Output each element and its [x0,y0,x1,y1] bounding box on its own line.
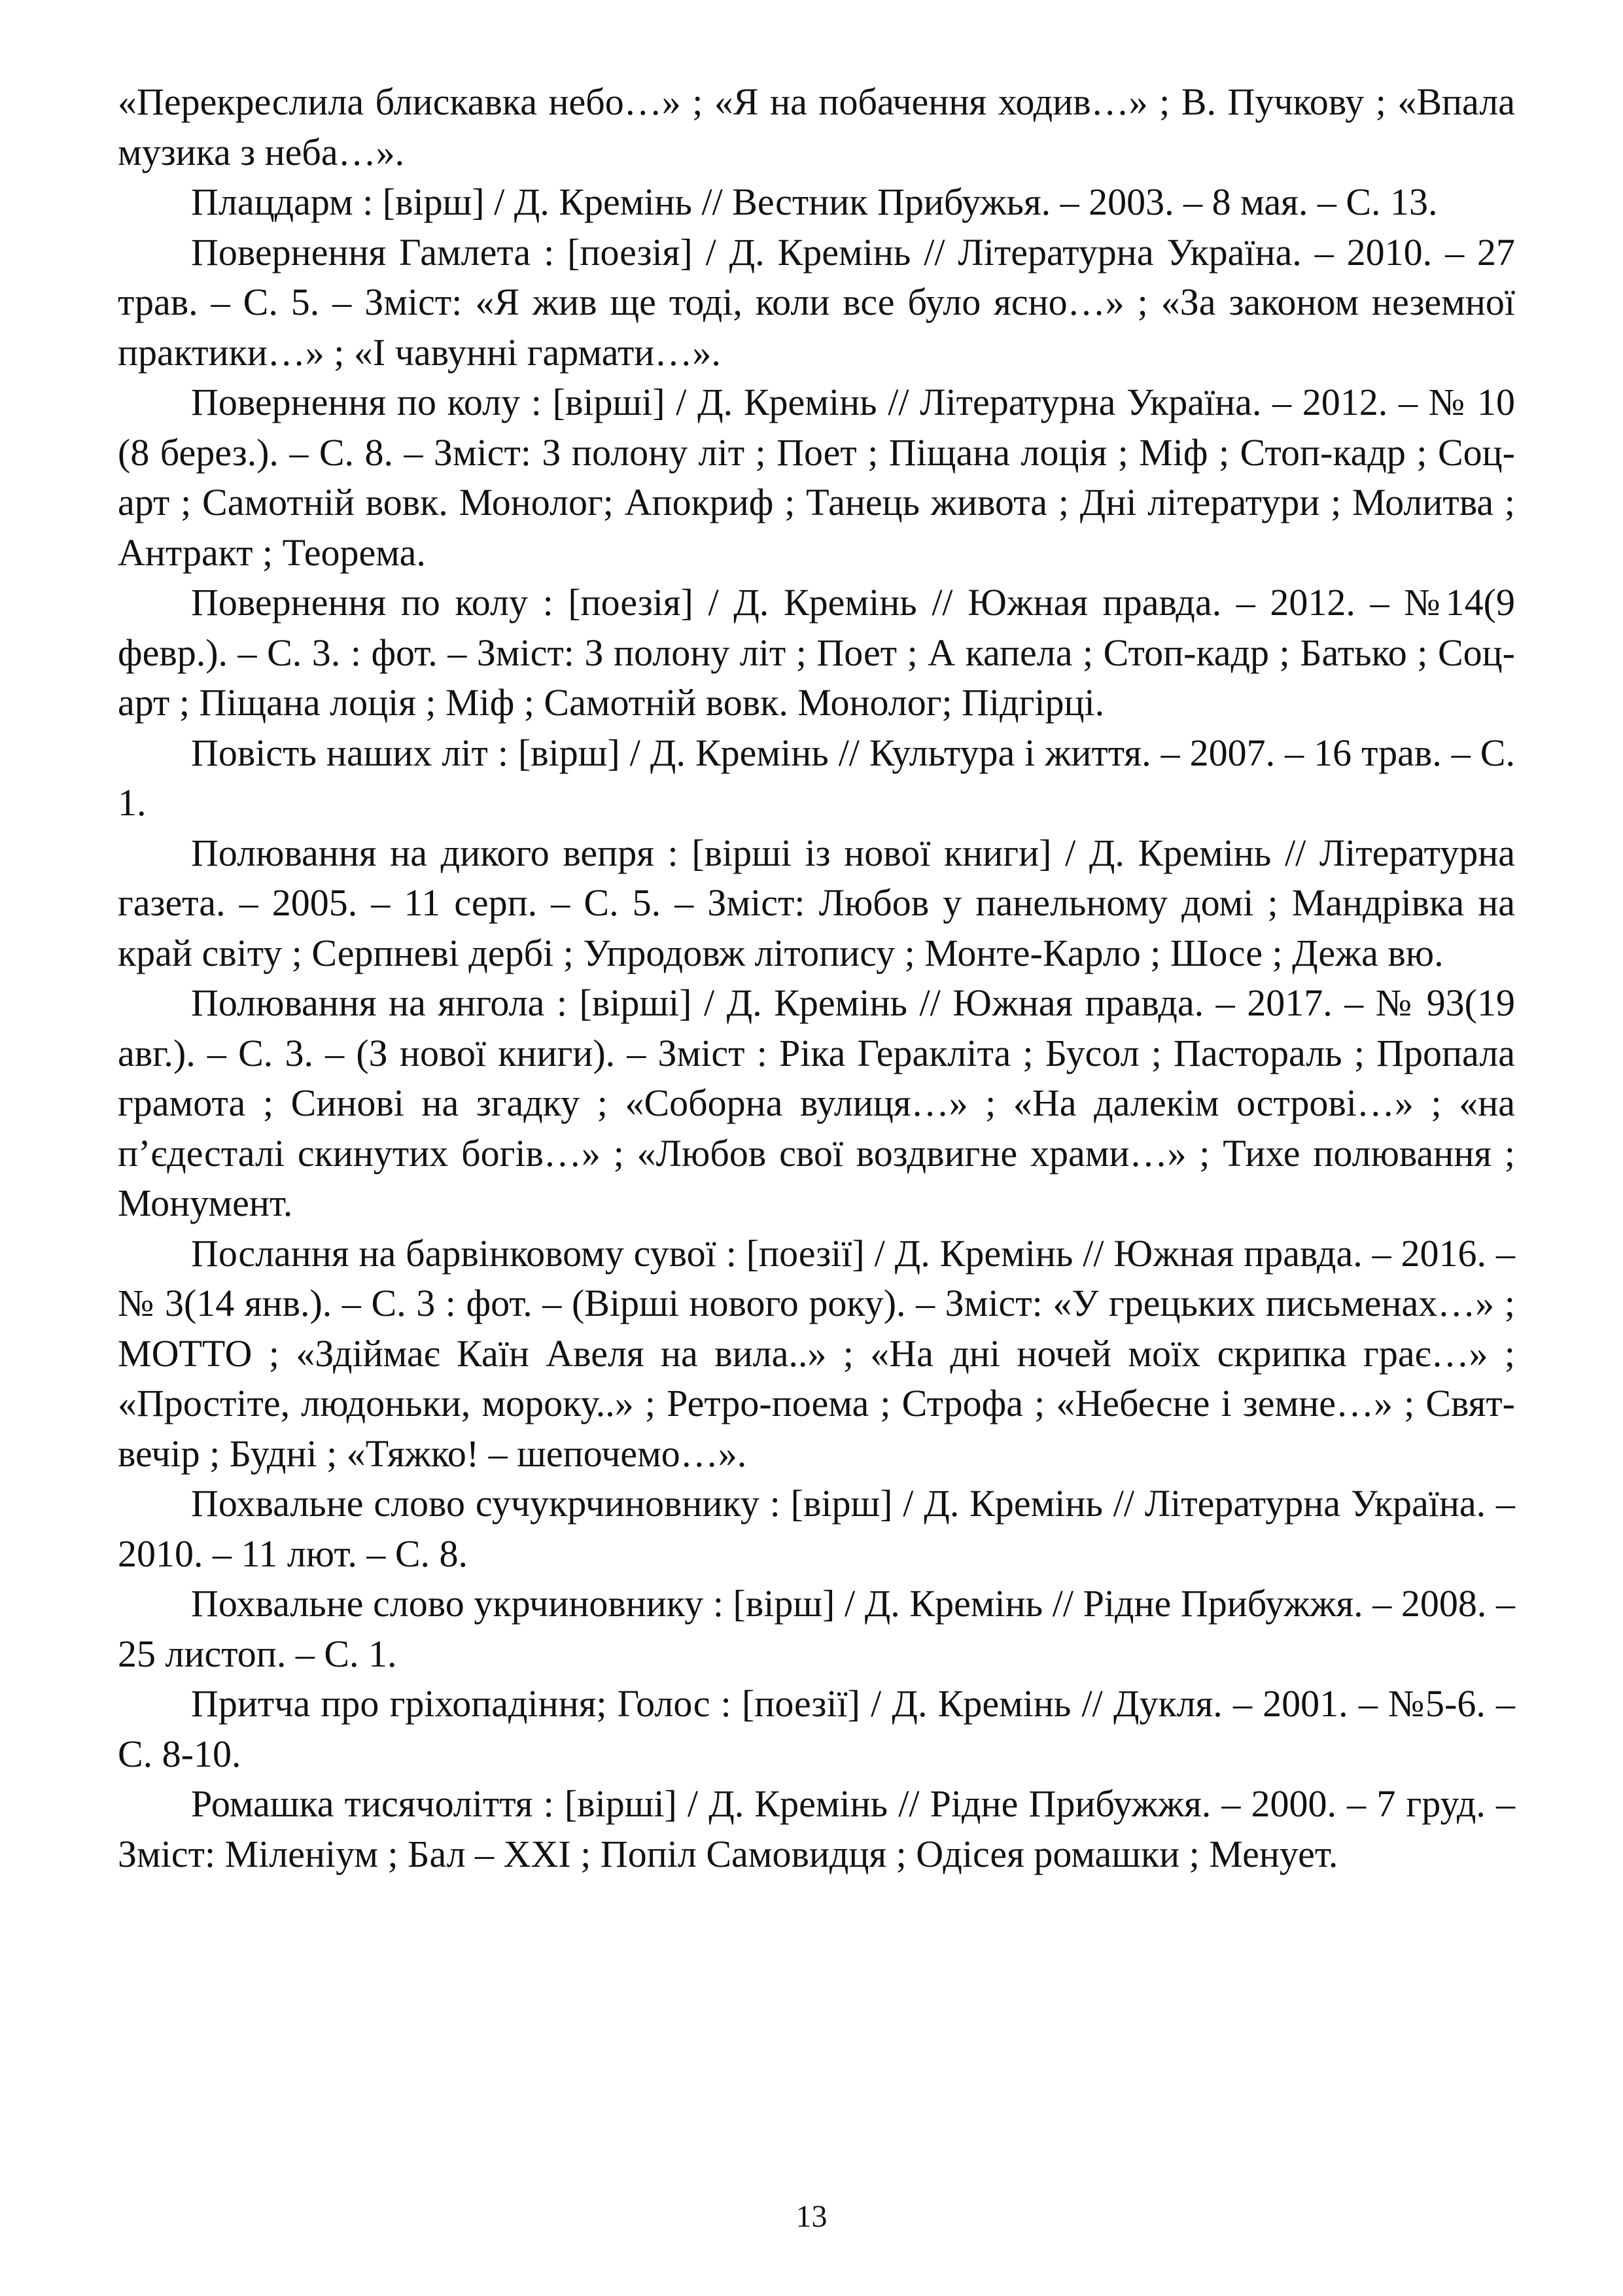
bibliography-entry: Плацдарм : [вірш] / Д. Кремінь // Вестник Прибужья. – 2003. – 8 мая. – С. 13. [191,181,1438,223]
bibliography-entry: Похвальне слово укрчиновнику : [вірш] / Д. Кремінь // Рідне Прибужжя. – 2008. – 25 листоп. – С. 1. [118,1582,1515,1675]
page-number: 13 [795,2199,828,2234]
bibliography-entry: Полювання на дикого вепря : [вірші із нової книги] / Д. Кремінь // Літературна газета. – 2005. – 11 серп. – С. 5. – Зміст: Любов у панельному домі ; Мандрівка на край світу ; Серпневі дербі ; Упродовж літопису ; Монте-Карло ; Шосе ; Дежа вю. [118,831,1515,974]
bibliography-entry: Повернення по колу : [поезія] / Д. Кремінь // Южная правда. – 2012. – №14(9 февр.). – С. 3. : фот. – Зміст: З полону літ ; Поет ; А капела ; Стоп-кадр ; Батько ; Соц-арт ; Піщана лоція ; Міф ; Самотній вовк. Монолог; Підгірці. [118,581,1515,724]
bibliography-entry: Ромашка тисячоліття : [вірші] / Д. Кремінь // Рідне Прибужжя. – 2000. – 7 груд. – Зміст: Міленіум ; Бал – XXI ; Попіл Самовидця ; Одісея ромашки ; Менует. [118,1782,1515,1875]
bibliography-text [118,77,1515,1879]
bibliography-entry: Похвальне слово сучукрчиновнику : [вірш] / Д. Кремінь // Літературна Україна. – 2010. – 11 лют. – С. 8. [118,1482,1515,1575]
bibliography-entry: Притча про гріхопадіння; Голос : [поезії] / Д. Кремінь // Дукля. – 2001. – №5-6. – С. 8-10. [118,1682,1515,1775]
bibliography-entry: Повість наших літ : [вірш] / Д. Кремінь // Культура і життя. – 2007. – 16 трав. – С. 1. [118,731,1515,824]
bibliography-entry: Полювання на янгола : [вірші] / Д. Кремінь // Южная правда. – 2017. – № 93(19 авг.). – С. 3. – (З нової книги). – Зміст : Ріка Геракліта ; Бусол ; Пастораль ; Пропала грамота ; Синові на згадку ; «Соборна вулиця…» ; «На далекім острові…» ; «на п’єдесталі скинутих богів…» ; «Любов свої воздвигне храми…» ; Тихе полювання ; Монумент. [118,981,1515,1224]
bibliography-entry: Повернення Гамлета : [поезія] / Д. Кремінь // Літературна Україна. – 2010. – 27 трав. – С. 5. – Зміст: «Я жив ще тоді, коли все було ясно…» ; «За законом неземної практики…» ; «І чавунні гармати…». [118,230,1515,374]
bibliography-entry: Послання на барвінковому сувої : [поезії] / Д. Кремінь // Южная правда. – 2016. – № 3(14 янв.). – С. 3 : фот. – (Вірші нового року). – Зміст: «У грецьких письменах…» ; МОТТО ; «Здіймає Каїн Авеля на вила..» ; «На дні ночей моїх скрипка грає…» ; «Простіте, людоньки, мороку..» ; Ретро-поема ; Строфа ; «Небесне і земне…» ; Свят-вечір ; Будні ; «Тяжко! – шепочемо…». [118,1231,1515,1475]
bibliography-entry: «Перекреслила блискавка небо…» ; «Я на побачення ходив…» ; В. Пучкову ; «Впала музика з неба…». [118,80,1515,173]
bibliography-entry: Повернення по колу : [вірші] / Д. Кремінь // Літературна Україна. – 2012. – № 10 (8 берез.). – С. 8. – Зміст: З полону літ ; Поет ; Піщана лоція ; Міф ; Стоп-кадр ; Соц-арт ; Самотній вовк. Монолог; Апокриф ; Танець живота ; Дні літератури ; Молитва ; Антракт ; Теорема. [118,381,1515,574]
